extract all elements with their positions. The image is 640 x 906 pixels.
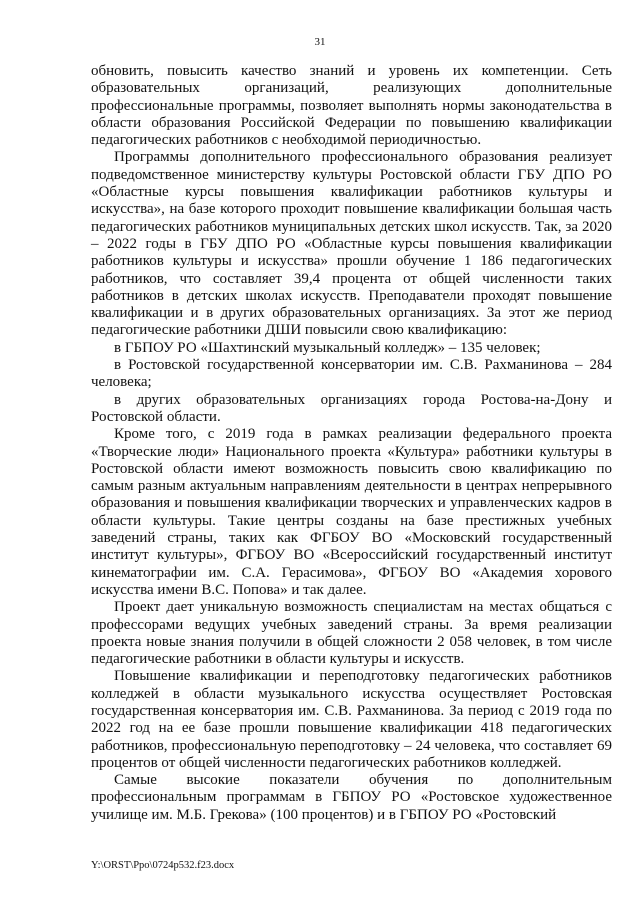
- list-item-shakhty: в ГБПОУ РО «Шахтинский музыкальный колледж» – 135 человек;: [114, 339, 541, 356]
- page-number: 31: [314, 36, 326, 48]
- paragraph-highest-rates: Самые высокие показатели обучения по дополнительным профессиональным программам в ГБПОУ РО «Ростовское художественное училище им. М.Б. Грекова» (100 процентов) и в ГБПОУ РО «Ростовский: [91, 772, 612, 823]
- list-item-conservatory: в Ростовской государственной консерватории им. С.В. Рахманинова – 284 человека;: [91, 357, 612, 391]
- paragraph-programs: Программы дополнительного профессионального образования реализует подведомственное министерству культуры Ростовской области ГБУ ДПО РО «Областные курсы повышения квалификации работников культуры и искусства», на базе которого проходит повышение квалификации большая часть педагогических работников муниципальных детских школ искусств. Так, за 2020 – 2022 годы в ГБУ ДПО РО «Областные курсы повышения квалификации работников культуры и искусства» прошли обучение 1 186 педагогических работников, что составляет 39,4 процента от общей численности таких работников в детских школах искусств. Преподаватели проходят повышение квалификации и в других образовательных организациях. За этот же период педагогические работники ДШИ повысили свою квалификацию:: [91, 149, 612, 339]
- paragraph-creative-people: Кроме того, с 2019 года в рамках реализации федерального проекта «Творческие люди» Национального проекта «Культура» работники культуры в Ростовской области имеют возможность повысить свою квалификацию по самым разным актуальным направлениям деятельности в центрах непрерывного образования и повышения квалификации творческих и управленческих кадров в области культуры. Такие центры созданы на базе престижных учебных заведений страны, таких как ФГБОУ ВО «Московский государственный институт культуры», ФГБОУ ВО «Всероссийский государственный институт кинематографии им. С.А. Герасимова», ФГБОУ ВО «Академия хорового искусства имени В.С. Попова» и так далее.: [91, 426, 612, 598]
- paragraph-continuation: обновить, повысить качество знаний и уровень их компетенции. Сеть образовательных организаций, реализующих дополнительные профессиональные программы, позволяет выполнять нормы законодательства в области образования Российской Федерации по повышению квалификации педагогических работников с необходимой периодичностью.: [91, 63, 612, 149]
- file-path-footer: Y:\ORST\Ppo\0724p532.f23.docx: [91, 860, 235, 871]
- paragraph-project: Проект дает уникальную возможность специалистам на местах общаться с профессорами ведущих учебных заведений страны. За время реализации проекта новые знания получили в общей сложности 2 058 человек, в том числе педагогические работники в области культуры и искусств.: [91, 599, 612, 668]
- body-text: [91, 63, 612, 824]
- paragraph-colleges: Повышение квалификации и переподготовку педагогических работников колледжей в области музыкального искусства осуществляет Ростовская государственная консерватория им. С.В. Рахманинова. За период с 2019 года по 2022 год на ее базе прошли повышение квалификации 418 педагогических работников, профессиональную переподготовку – 24 человека, что составляет 69 процентов от общей численности педагогических работников колледжей.: [91, 668, 612, 771]
- list-item-other-organizations: в других образовательных организациях города Ростова-на-Дону и Ростовской области.: [91, 391, 612, 425]
